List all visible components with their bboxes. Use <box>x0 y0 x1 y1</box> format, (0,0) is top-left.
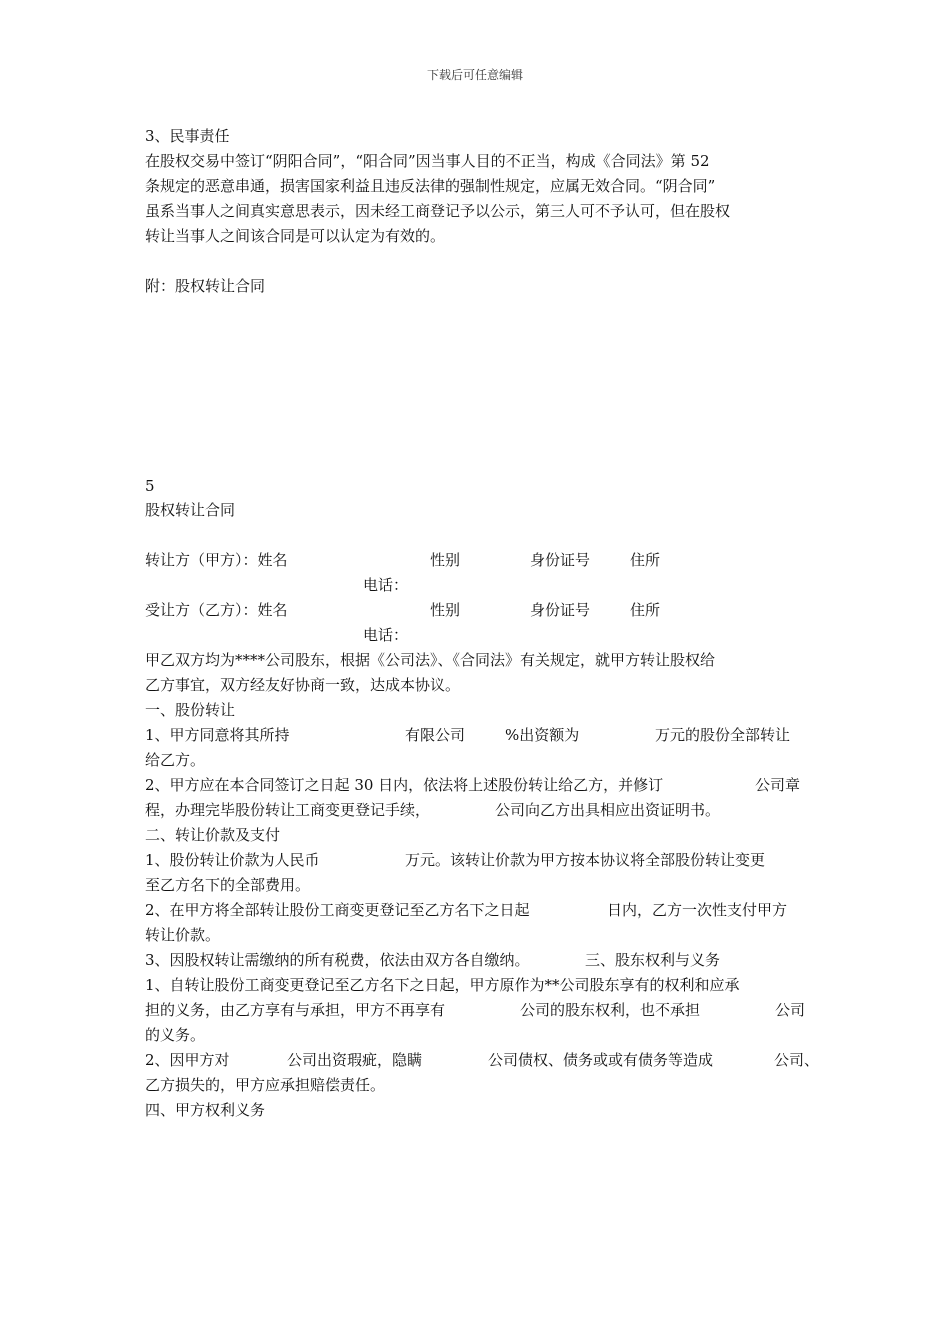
party-b-gender: 性别 <box>430 601 461 619</box>
appendix-line: 附：股权转让合同 <box>145 277 266 295</box>
clause-line: 至乙方名下的全部费用。 <box>145 876 311 894</box>
party-a-gender: 性别 <box>430 551 461 569</box>
section-title: 二、转让价款及支付 <box>145 826 281 844</box>
section-title: 三、股东权利与义务 <box>585 951 721 969</box>
paragraph-line: 转让当事人之间该合同是可以认定为有效的。 <box>145 227 446 245</box>
clause-text: 公司的股东权利，也不承担 <box>520 1001 701 1019</box>
clause-line <box>145 900 825 920</box>
clause-text: 公司 <box>775 1001 806 1019</box>
clause-text: 担的义务，由乙方享有与承担，甲方不再享有 <box>145 1001 446 1019</box>
paragraph-line: 虽系当事人之间真实意思表示，因未经工商登记予以公示，第三人可不予认可，但在股权 <box>145 202 731 220</box>
clause-line: 乙方损失的，甲方应承担赔偿责任。 <box>145 1076 386 1094</box>
clause-text: 2、因甲方对 <box>145 1051 230 1069</box>
party-b-address: 住所 <box>630 601 661 619</box>
clause-line: 给乙方。 <box>145 751 206 769</box>
clause-line <box>145 1050 835 1070</box>
party-a-label: 转让方（甲方）：姓名 <box>145 551 288 569</box>
section-title: 3、民事责任 <box>145 127 230 145</box>
clause-text: 2、在甲方将全部转让股份工商变更登记至乙方名下之日起 <box>145 901 530 919</box>
clause-text: 公司、 <box>774 1051 820 1069</box>
clause-line: 1、自转让股份工商变更登记至乙方名下之日起，甲方原作为**公司股东享有的权利和应承 <box>145 976 740 994</box>
intro-line: 乙方事宜，双方经友好协商一致，达成本协议。 <box>145 676 461 694</box>
clause-text: 公司债权、债务或或有债务等造成 <box>488 1051 714 1069</box>
clause-text: 1、股份转让价款为人民币 <box>145 851 320 869</box>
paragraph-line: 条规定的恶意串通，损害国家利益且违反法律的强制性规定，应属无效合同。“阴合同” <box>145 177 716 195</box>
clause-text: %出资额为 <box>505 726 580 744</box>
clause-text: 程，办理完毕股份转让工商变更登记手续， <box>145 801 431 819</box>
clause-text: 万元。该转让价款为甲方按本协议将全部股份转让变更 <box>405 851 766 869</box>
intro-line: 甲乙双方均为****公司股东，根据《公司法》、《合同法》有关规定，就甲方转让股权给 <box>145 651 716 669</box>
party-a-phone: 电话： <box>363 576 409 594</box>
clause-line <box>145 800 825 820</box>
clause-line <box>145 775 825 795</box>
clause-text: 公司出资瑕疵，隐瞒 <box>287 1051 423 1069</box>
contract-title: 股权转让合同 <box>145 501 236 519</box>
clause-line <box>145 950 825 970</box>
party-b-row <box>145 600 805 620</box>
clause-line <box>145 725 825 745</box>
party-b-label: 受让方（乙方）：姓名 <box>145 601 288 619</box>
party-a-row <box>145 550 805 570</box>
section-title: 四、甲方权利义务 <box>145 1101 266 1119</box>
clause-text: 2、甲方应在本合同签订之日起 30 日内，依法将上述股份转让给乙方，并修订 <box>145 776 664 794</box>
page-number: 5 <box>145 477 155 495</box>
clause-text: 公司向乙方出具相应出资证明书。 <box>495 801 721 819</box>
clause-line <box>145 1000 825 1020</box>
clause-line: 的义务。 <box>145 1026 206 1044</box>
clause-text: 公司章 <box>755 776 801 794</box>
party-a-id: 身份证号 <box>530 551 591 569</box>
clause-text: 1、甲方同意将其所持 <box>145 726 290 744</box>
clause-text: 万元的股份全部转让 <box>655 726 791 744</box>
paragraph-line: 在股权交易中签订“阴阳合同”，“阳合同”因当事人目的不正当，构成《合同法》第 52 <box>145 152 710 170</box>
party-b-id: 身份证号 <box>530 601 591 619</box>
clause-text: 3、因股权转让需缴纳的所有税费，依法由双方各自缴纳。 <box>145 951 530 969</box>
clause-line <box>145 850 825 870</box>
party-b-phone: 电话： <box>363 626 409 644</box>
section-title: 一、股份转让 <box>145 701 236 719</box>
clause-text: 日内，乙方一次性支付甲方 <box>607 901 788 919</box>
party-a-address: 住所 <box>630 551 661 569</box>
clause-line: 转让价款。 <box>145 926 221 944</box>
clause-text: 有限公司 <box>405 726 466 744</box>
page-header: 下载后可任意编辑 <box>426 68 523 82</box>
